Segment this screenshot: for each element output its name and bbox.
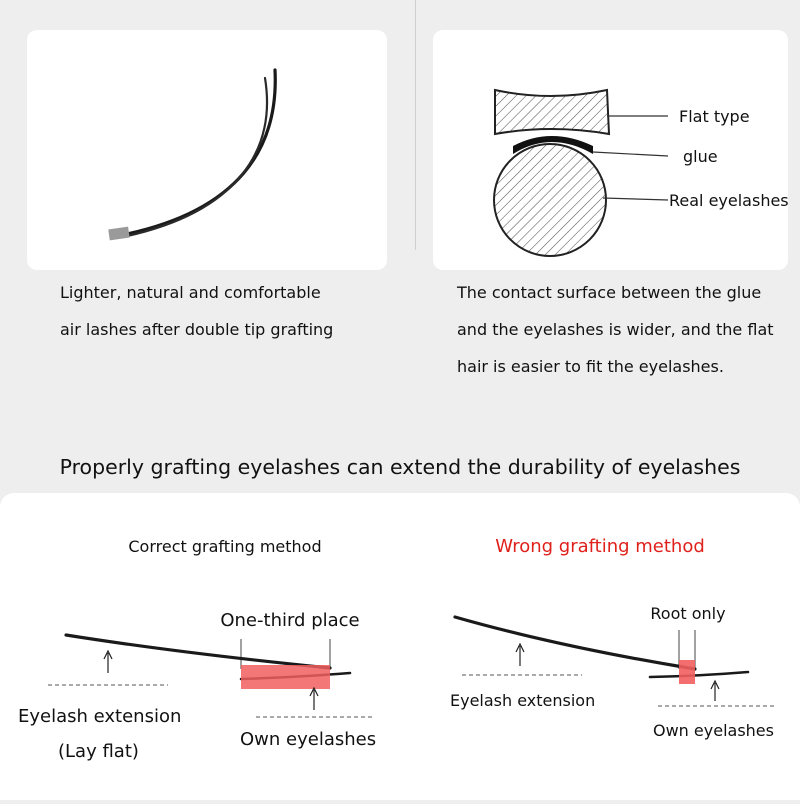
lash-strand-b [127, 78, 267, 236]
wrong-method-title: Wrong grafting method [495, 536, 705, 557]
flat-type-cross-section-card [433, 30, 788, 270]
caption-line: Lighter, natural and comfortable [60, 283, 321, 302]
flat-type-caption [457, 274, 774, 385]
label-glue: glue [683, 147, 718, 166]
real-lash-circle [494, 144, 606, 256]
caption-line: air lashes after double tip grafting [60, 320, 334, 339]
headline: Properly grafting eyelashes can extend the durability of eyelashes [59, 455, 741, 479]
double-tip-lash-card [27, 30, 387, 270]
grafting-comparison-panel [0, 493, 800, 800]
top-divider [415, 0, 416, 250]
eyelash-extension-label: Eyelash extension [18, 706, 182, 727]
own-lash-wrong [650, 672, 748, 677]
caption-line: hair is easier to fit the eyelashes. [457, 357, 724, 376]
leader-line [603, 198, 668, 200]
caption-line: The contact surface between the glue [457, 283, 762, 302]
extension-lash-wrong [455, 617, 695, 669]
root-only-label: Root only [650, 604, 726, 623]
double-tip-lash-illustration [27, 30, 387, 270]
leader-line [593, 152, 668, 156]
eyelash-extension-label-wrong: Eyelash extension [450, 691, 596, 710]
extension-lash-correct [66, 635, 330, 668]
own-eyelashes-label-wrong: Own eyelashes [653, 721, 774, 740]
lay-flat-label: (Lay flat) [58, 741, 139, 762]
root-only-highlight [679, 660, 695, 684]
flat-lash-shape [495, 90, 609, 134]
double-tip-caption [60, 274, 333, 348]
caption-line: and the eyelashes is wider, and the flat [457, 320, 774, 339]
one-third-highlight [241, 665, 330, 689]
correct-method-title: Correct grafting method [128, 537, 322, 556]
grafting-comparison-diagram [0, 493, 800, 800]
one-third-place-label: One-third place [220, 610, 360, 631]
label-real-eyelashes: Real eyelashes [669, 191, 788, 210]
lash-base [108, 227, 129, 241]
own-eyelashes-label: Own eyelashes [240, 729, 377, 750]
label-flat-type: Flat type [679, 107, 750, 126]
cross-section-diagram [433, 30, 788, 270]
